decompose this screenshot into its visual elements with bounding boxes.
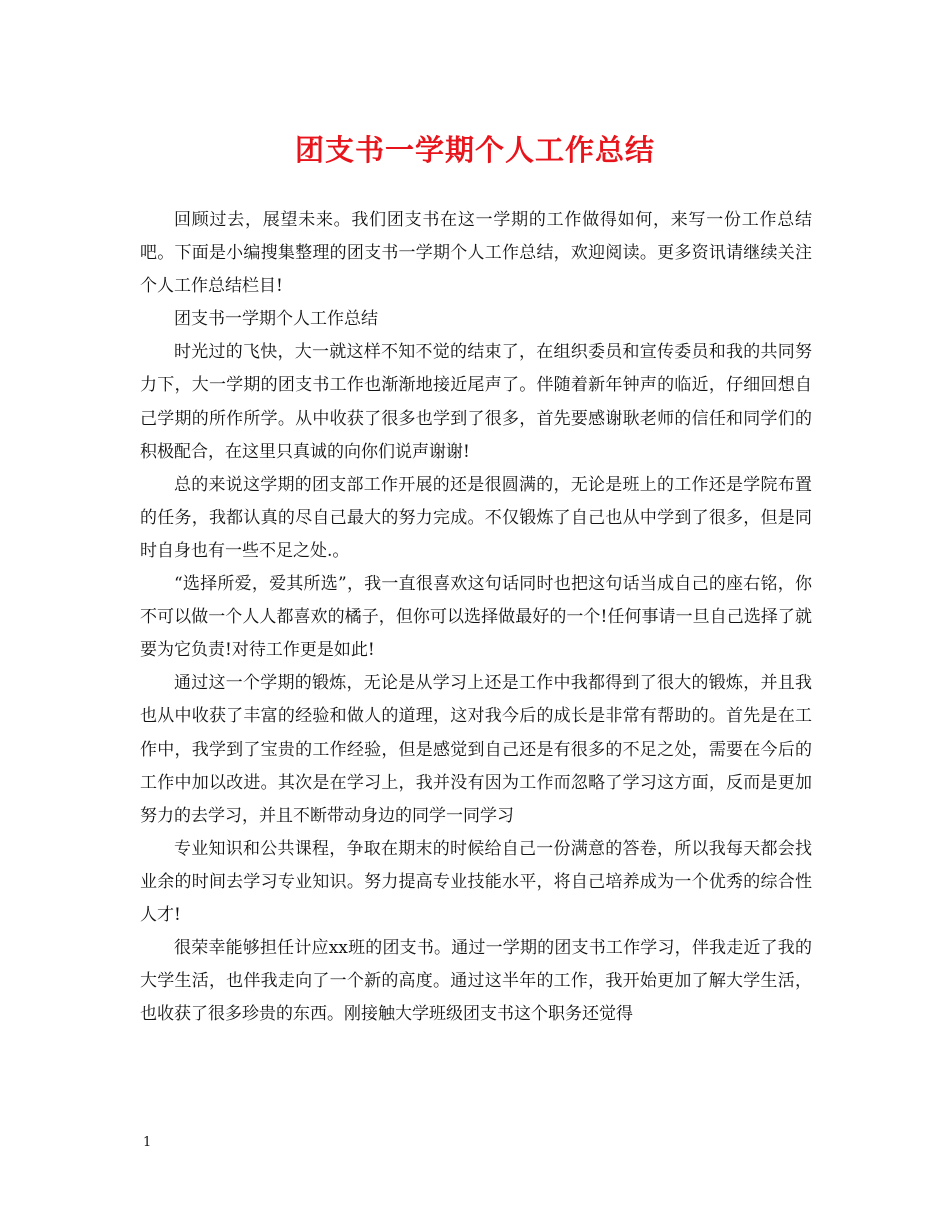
paragraph: 总的来说这学期的团支部工作开展的还是很圆满的，无论是班上的工作还是学院布置的任务，我都认真的尽自己最大的努力完成。不仅锻炼了自己也从中学到了很多，但是同时自身也有一些不足之处.。 bbox=[140, 474, 812, 561]
paragraph: 通过这一个学期的锻炼，无论是从学习上还是工作中我都得到了很大的锻炼，并且我也从中收获了丰富的经验和做人的道理，这对我今后的成长是非常有帮助的。首先是在工作中，我学到了宝贵的工作经验，但是感觉到自己还是有很多的不足之处，需要在今后的工作中加以改进。其次是在学习上，我并没有因为工作而忽略了学习这方面，反而是更加努力的去学习，并且不断带动身边的同学一同学习 bbox=[140, 673, 812, 826]
paragraph-intro: 回顾过去，展望未来。我们团支书在这一学期的工作做得如何，来写一份工作总结吧。下面是小编搜集整理的团支书一学期个人工作总结，欢迎阅读。更多资讯请继续关注个人工作总结栏目! bbox=[140, 210, 812, 297]
page-number: 1 bbox=[143, 1135, 152, 1150]
document-title: 团支书一学期个人工作总结 bbox=[294, 133, 655, 167]
paragraph: 很荣幸能够担任计应xx班的团支书。通过一学期的团支书工作学习，伴我走近了我的大学生活，也伴我走向了一个新的高度。通过这半年的工作，我开始更加了解大学生活，也收获了很多珍贵的东西。刚接触大学班级团支书这个职务还觉得 bbox=[140, 938, 812, 1025]
paragraph: “选择所爱，爱其所选”，我一直很喜欢这句话同时也把这句话当成自己的座右铭，你不可以做一个人人都喜欢的橘子，但你可以选择做最好的一个!任何事请一旦自己选择了就要为它负责!对待工作更是如此! bbox=[140, 574, 812, 661]
paragraph-subtitle: 团支书一学期个人工作总结 bbox=[174, 309, 378, 330]
paragraph: 专业知识和公共课程，争取在期末的时候给自己一份满意的答卷，所以我每天都会找业余的时间去学习专业知识。努力提高专业技能水平，将自己培养成为一个优秀的综合性人才! bbox=[140, 838, 812, 925]
document-body bbox=[140, 204, 812, 1031]
paragraph: 时光过的飞快，大一就这样不知不觉的结束了，在组织委员和宣传委员和我的共同努力下，大一学期的团支书工作也渐渐地接近尾声了。伴随着新年钟声的临近，仔细回想自己学期的所作所学。从中收获了很多也学到了很多，首先要感谢耿老师的信任和同学们的积极配合，在这里只真诚的向你们说声谢谢! bbox=[140, 342, 812, 462]
